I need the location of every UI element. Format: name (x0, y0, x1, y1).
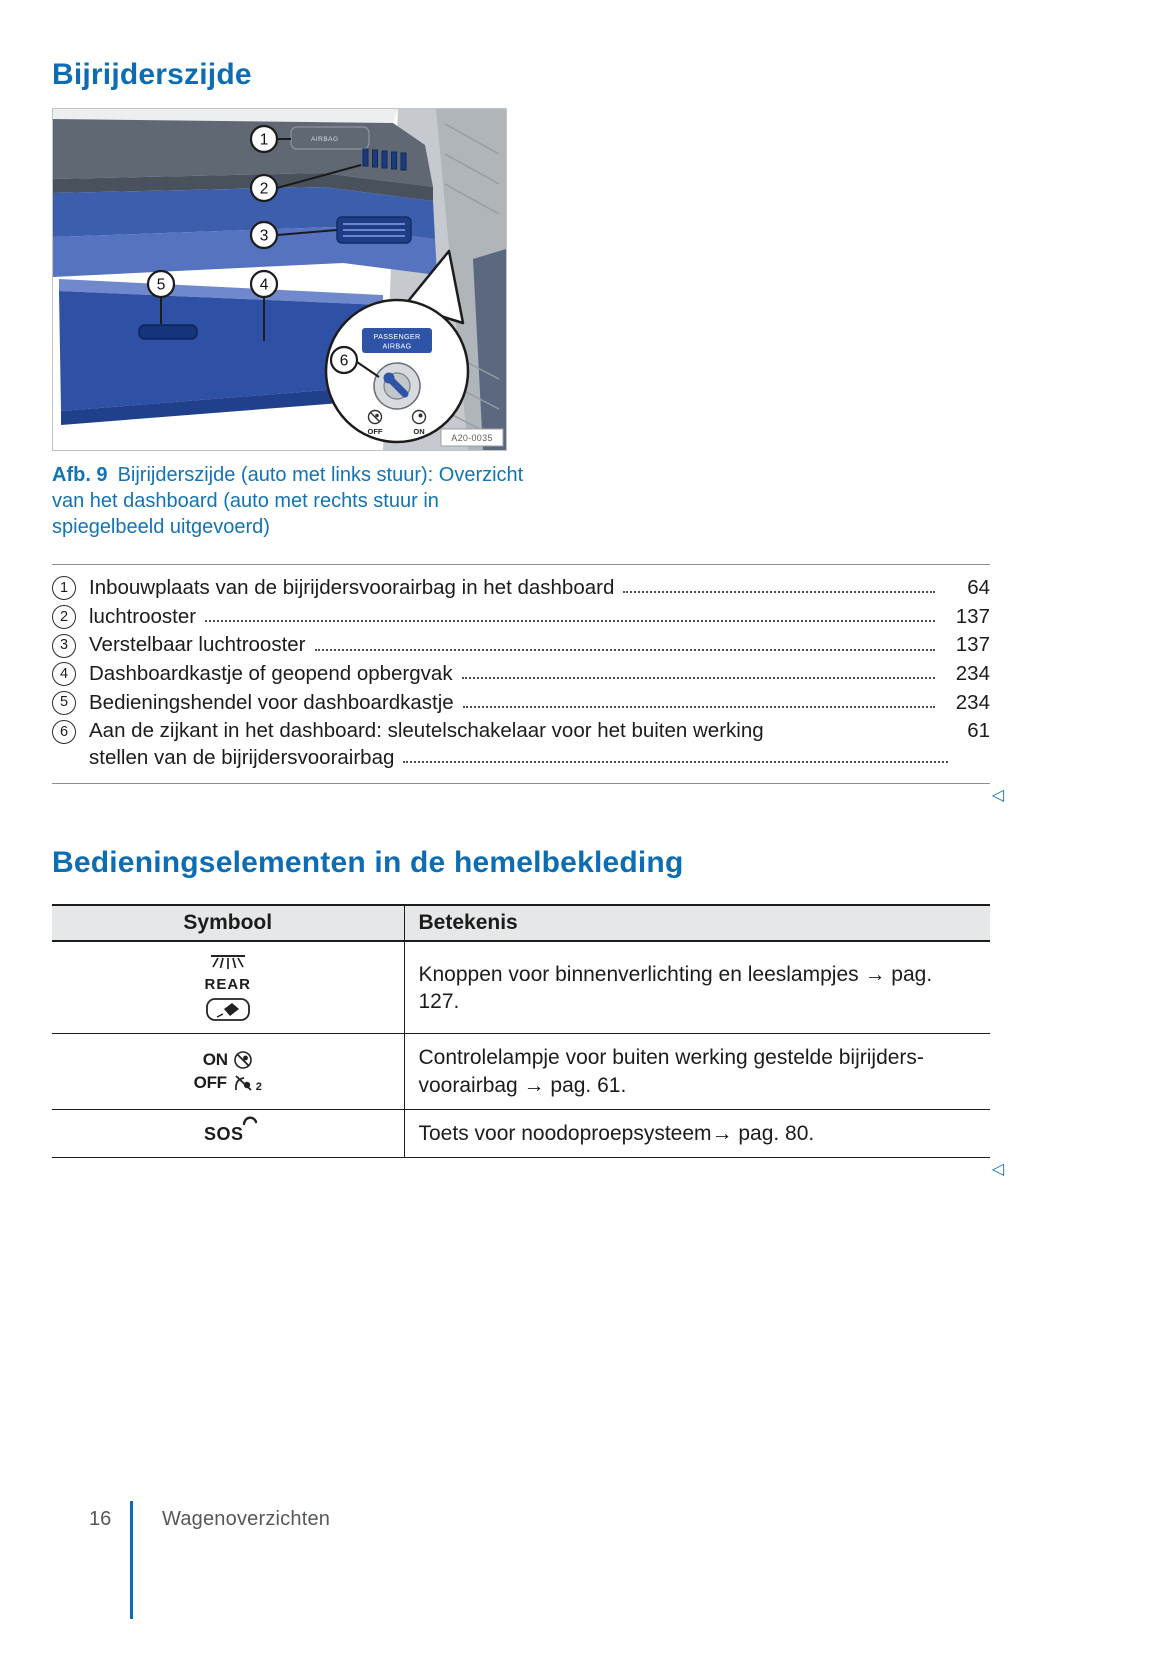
sos-label: SOS (203, 1123, 244, 1144)
legend-item-multiline (89, 718, 990, 771)
glovebox-handle (139, 325, 197, 339)
on-symbol-line (203, 1050, 253, 1070)
handset-icon (242, 1113, 258, 1126)
legend-page-ref: 234 (955, 690, 990, 714)
legend-item-text: luchtrooster (89, 604, 197, 628)
table-row-interior-lights (52, 941, 990, 1034)
headliner-symbols-table (52, 904, 990, 1158)
legend-item-text: Verstelbaar luchtrooster (89, 633, 306, 657)
legend-item-line1 (89, 718, 990, 745)
figure-caption (52, 462, 530, 540)
section-title-headliner-controls: Bedieningselementen in de hemelbekleding (52, 846, 684, 880)
svg-text:1: 1 (259, 131, 269, 149)
legend-number-circle: 2 (52, 605, 76, 629)
airbag-off-icon (232, 1073, 254, 1093)
table-row-airbag-indicator (52, 1034, 990, 1110)
legend-item-text: Aan de zijkant in het dashboard: sleutelschakelaar voor het buiten werking (89, 719, 764, 743)
off-subscript: 2 (255, 1081, 262, 1094)
legend-item-4 (52, 660, 990, 689)
figure-caption-text: Bijrijderszijde (auto met links stuur): Overzicht van het dashboard (auto met rechts stuur in spiegelbeeld uitgevoerd) (52, 464, 524, 538)
figure-code-box (441, 429, 503, 446)
legend-page-ref: 137 (955, 604, 990, 628)
svg-text:2: 2 (259, 180, 269, 198)
footer-section-title: Wagenoverzichten (162, 1508, 331, 1530)
passenger-airbag-label-line1: PASSENGER (373, 332, 421, 341)
svg-text:4: 4 (259, 276, 269, 294)
legend-number-circle: 3 (52, 634, 76, 658)
figure-caption-label: Afb. 9 (52, 464, 108, 486)
dash-airbag-label: AIRBAG (311, 136, 339, 143)
interior-light-symbols (64, 952, 392, 1023)
symbol-cell (52, 1110, 404, 1158)
page-content (52, 58, 1004, 1179)
section-title-passenger-side: Bijrijderszijde (52, 58, 252, 91)
footer-accent-rule (130, 1501, 133, 1619)
legend-item-5 (52, 689, 990, 718)
section-end-triangle-icon: ◁ (991, 787, 1004, 805)
legend-number-circle: 1 (52, 576, 76, 600)
meaning-cell: Controlelampje voor buiten werking gestelde bijrijders-voorairbag → pag. 61. (404, 1034, 990, 1110)
table-header-meaning: Betekenis (404, 905, 990, 941)
legend-page-ref: 137 (955, 633, 990, 657)
passenger-airbag-label-line2: AIRBAG (382, 341, 412, 351)
table-header (52, 905, 990, 941)
dotted-leader (205, 620, 935, 622)
legend-number-circle: 6 (52, 720, 76, 744)
dotted-leader (463, 706, 935, 708)
dome-light-icon (208, 952, 248, 972)
legend-item-1 (52, 574, 990, 603)
reading-lamp-icon (205, 997, 251, 1023)
figure-legend (52, 564, 990, 784)
off-label: OFF (193, 1073, 227, 1093)
svg-text:3: 3 (259, 227, 269, 245)
meaning-cell: Toets voor noodoproepsysteem→ pag. 80. (404, 1110, 990, 1158)
switch-on-label: ON (413, 427, 425, 436)
legend-item-text: Dashboardkastje of geopend opbergvak (89, 661, 453, 685)
on-label: ON (202, 1050, 228, 1070)
svg-text:5: 5 (156, 276, 166, 294)
adjustable-air-vent (337, 217, 411, 243)
airbag-onoff-symbols (64, 1050, 392, 1093)
dashboard-figure (52, 108, 507, 451)
airbag-disabled-icon (233, 1050, 253, 1070)
footer-page-number: 16 (89, 1508, 112, 1530)
table-header-row (52, 905, 990, 941)
sos-symbol (204, 1122, 252, 1146)
legend-item-3 (52, 631, 990, 660)
legend-number-circle: 5 (52, 691, 76, 715)
legend-page-ref: 234 (955, 661, 990, 685)
legend-item-6 (52, 717, 990, 772)
figure-code: A20-0035 (451, 433, 493, 443)
legend-page-ref: 61 (967, 719, 990, 743)
symbol-cell (52, 941, 404, 1034)
symbol-cell (52, 1034, 404, 1110)
legend-item-text: Inbouwplaats van de bijrijdersvoorairbag in het dashboard (89, 576, 615, 599)
legend-page-ref: 64 (967, 576, 990, 599)
section-end-triangle-icon: ◁ (991, 1161, 1004, 1179)
off-symbol-line (194, 1073, 262, 1093)
legend-item-2 (52, 603, 990, 632)
legend-item-text: Bedieningshendel voor dashboardkastje (89, 690, 454, 714)
table-row-sos (52, 1110, 990, 1158)
dotted-leader (403, 761, 948, 763)
dashboard-illustration (53, 109, 506, 450)
legend-item-line2 (89, 745, 990, 772)
dotted-leader (315, 649, 935, 651)
dotted-leader (623, 591, 935, 593)
table-header-symbol: Symbool (52, 905, 404, 941)
switch-off-label: OFF (367, 427, 383, 436)
svg-text:6: 6 (339, 352, 349, 370)
dotted-leader (462, 677, 935, 679)
legend-item-text: stellen van de bijrijdersvoorairbag (89, 745, 395, 769)
rear-label: REAR (204, 976, 251, 994)
meaning-cell: Knoppen voor binnenverlichting en leeslampjes → pag. 127. (404, 941, 990, 1034)
legend-number-circle: 4 (52, 662, 76, 686)
